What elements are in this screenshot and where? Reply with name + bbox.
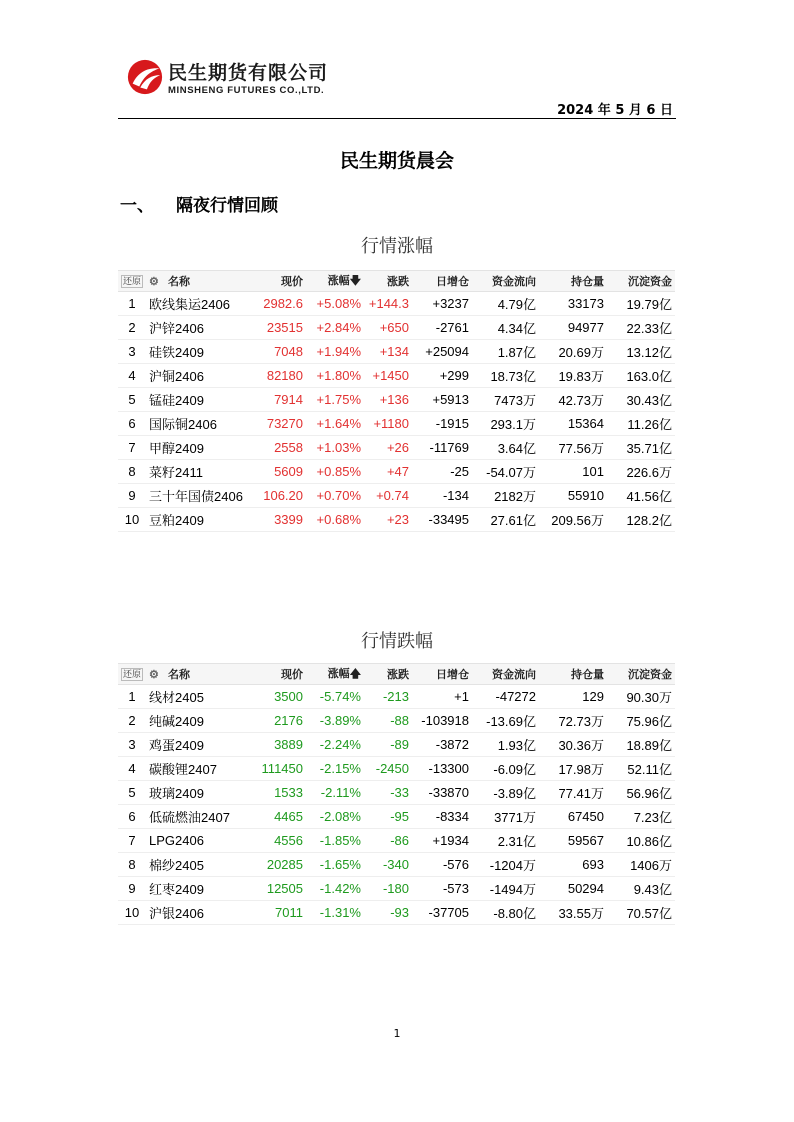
cell-pct: -2.15% bbox=[306, 757, 364, 781]
cell-rank: 5 bbox=[118, 781, 146, 805]
section-title: 隔夜行情回顾 bbox=[176, 196, 278, 216]
column-header-oi[interactable]: 持仓量 bbox=[539, 271, 607, 292]
cell-change: -86 bbox=[364, 829, 412, 853]
column-header-price[interactable]: 现价 bbox=[254, 271, 306, 292]
cell-pct: +1.64% bbox=[306, 412, 364, 436]
cell-oi-change: -3872 bbox=[412, 733, 472, 757]
cell-change: +1450 bbox=[364, 364, 412, 388]
column-header-settled[interactable]: 沉淀资金 bbox=[607, 271, 675, 292]
cell-flow: 27.61亿 bbox=[472, 508, 539, 532]
cell-pct: +0.68% bbox=[306, 508, 364, 532]
cell-flow: 1.87亿 bbox=[472, 340, 539, 364]
cell-flow: 293.1万 bbox=[472, 412, 539, 436]
table-header-row bbox=[118, 271, 675, 292]
cell-flow: -8.80亿 bbox=[472, 901, 539, 925]
cell-change: +650 bbox=[364, 316, 412, 340]
cell-price: 4556 bbox=[254, 829, 306, 853]
cell-oi: 19.83万 bbox=[539, 364, 607, 388]
column-header-name[interactable]: ⚙ 名称 bbox=[146, 271, 254, 292]
cell-name: 硅铁2409 bbox=[146, 340, 254, 364]
cell-price: 7914 bbox=[254, 388, 306, 412]
cell-oi: 33.55万 bbox=[539, 901, 607, 925]
cell-settled: 11.26亿 bbox=[607, 412, 675, 436]
cell-name: 红枣2409 bbox=[146, 877, 254, 901]
table-row[interactable] bbox=[118, 805, 675, 829]
cell-flow: -54.07万 bbox=[472, 460, 539, 484]
cell-name: 甲醇2409 bbox=[146, 436, 254, 460]
cell-rank: 1 bbox=[118, 292, 146, 316]
cell-settled: 56.96亿 bbox=[607, 781, 675, 805]
cell-settled: 19.79亿 bbox=[607, 292, 675, 316]
cell-rank: 8 bbox=[118, 460, 146, 484]
cell-settled: 1406万 bbox=[607, 853, 675, 877]
table-row[interactable] bbox=[118, 388, 675, 412]
cell-rank: 3 bbox=[118, 733, 146, 757]
cell-rank: 1 bbox=[118, 685, 146, 709]
cell-oi-change: +299 bbox=[412, 364, 472, 388]
cell-rank: 7 bbox=[118, 829, 146, 853]
column-header-oi-change[interactable]: 日增仓 bbox=[412, 271, 472, 292]
table-row[interactable] bbox=[118, 460, 675, 484]
cell-oi: 15364 bbox=[539, 412, 607, 436]
cell-flow: 3771万 bbox=[472, 805, 539, 829]
cell-oi: 209.56万 bbox=[539, 508, 607, 532]
table-row[interactable] bbox=[118, 733, 675, 757]
column-header-price[interactable]: 现价 bbox=[254, 664, 306, 685]
cell-oi: 59567 bbox=[539, 829, 607, 853]
cell-oi-change: -576 bbox=[412, 853, 472, 877]
cell-change: -95 bbox=[364, 805, 412, 829]
gear-icon[interactable]: ⚙ bbox=[149, 276, 159, 288]
cell-flow: -1494万 bbox=[472, 877, 539, 901]
cell-price: 2176 bbox=[254, 709, 306, 733]
table-row[interactable] bbox=[118, 709, 675, 733]
cell-oi-change: +1 bbox=[412, 685, 472, 709]
cell-pct: +1.94% bbox=[306, 340, 364, 364]
cell-oi-change: -13300 bbox=[412, 757, 472, 781]
cell-pct: +1.80% bbox=[306, 364, 364, 388]
column-header-name[interactable]: ⚙ 名称 bbox=[146, 664, 254, 685]
cell-oi: 72.73万 bbox=[539, 709, 607, 733]
cell-name: 玻璃2409 bbox=[146, 781, 254, 805]
column-header-change[interactable]: 涨跌 bbox=[364, 271, 412, 292]
cell-flow: 4.79亿 bbox=[472, 292, 539, 316]
cell-pct: -1.65% bbox=[306, 853, 364, 877]
column-header-oi-change[interactable]: 日增仓 bbox=[412, 664, 472, 685]
cell-flow: -1204万 bbox=[472, 853, 539, 877]
cell-rank: 3 bbox=[118, 340, 146, 364]
table-row[interactable] bbox=[118, 685, 675, 709]
cell-name: 菜籽2411 bbox=[146, 460, 254, 484]
cell-flow: 4.34亿 bbox=[472, 316, 539, 340]
table-row[interactable] bbox=[118, 412, 675, 436]
cell-oi: 129 bbox=[539, 685, 607, 709]
cell-settled: 10.86亿 bbox=[607, 829, 675, 853]
cell-flow: 2.31亿 bbox=[472, 829, 539, 853]
cell-change: +0.74 bbox=[364, 484, 412, 508]
report-date: 2024 年 5 月 6 日 bbox=[557, 103, 673, 118]
cell-pct: -2.24% bbox=[306, 733, 364, 757]
cell-price: 111450 bbox=[254, 757, 306, 781]
header-divider bbox=[118, 118, 676, 119]
table-row[interactable] bbox=[118, 484, 675, 508]
cell-name: 线材2405 bbox=[146, 685, 254, 709]
cell-settled: 22.33亿 bbox=[607, 316, 675, 340]
cell-name: 欧线集运2406 bbox=[146, 292, 254, 316]
cell-rank: 5 bbox=[118, 388, 146, 412]
cell-rank: 6 bbox=[118, 805, 146, 829]
cell-oi-change: -33870 bbox=[412, 781, 472, 805]
cell-rank: 10 bbox=[118, 901, 146, 925]
cell-oi: 101 bbox=[539, 460, 607, 484]
cell-name: 锰硅2409 bbox=[146, 388, 254, 412]
table-row[interactable] bbox=[118, 757, 675, 781]
cell-price: 3399 bbox=[254, 508, 306, 532]
cell-name: 鸡蛋2409 bbox=[146, 733, 254, 757]
cell-oi-change: -25 bbox=[412, 460, 472, 484]
gainers-title: 行情涨幅 bbox=[361, 236, 433, 257]
cell-pct: -2.08% bbox=[306, 805, 364, 829]
cell-name: 豆粕2409 bbox=[146, 508, 254, 532]
cell-settled: 9.43亿 bbox=[607, 877, 675, 901]
column-header-settled[interactable]: 沉淀资金 bbox=[607, 664, 675, 685]
cell-change: +26 bbox=[364, 436, 412, 460]
cell-flow: -6.09亿 bbox=[472, 757, 539, 781]
cell-oi: 94977 bbox=[539, 316, 607, 340]
table-header-row bbox=[118, 664, 675, 685]
cell-price: 7011 bbox=[254, 901, 306, 925]
cell-pct: -1.42% bbox=[306, 877, 364, 901]
cell-settled: 52.11亿 bbox=[607, 757, 675, 781]
cell-oi-change: -33495 bbox=[412, 508, 472, 532]
cell-flow: -3.89亿 bbox=[472, 781, 539, 805]
cell-oi: 20.69万 bbox=[539, 340, 607, 364]
cell-name: 沪锌2406 bbox=[146, 316, 254, 340]
cell-change: +1180 bbox=[364, 412, 412, 436]
cell-settled: 7.23亿 bbox=[607, 805, 675, 829]
table-row[interactable] bbox=[118, 292, 675, 316]
cell-name: 沪银2406 bbox=[146, 901, 254, 925]
cell-oi-change: -134 bbox=[412, 484, 472, 508]
company-logo bbox=[126, 58, 366, 100]
cell-flow: 3.64亿 bbox=[472, 436, 539, 460]
cell-oi: 77.56万 bbox=[539, 436, 607, 460]
cell-change: +134 bbox=[364, 340, 412, 364]
table-row[interactable] bbox=[118, 901, 675, 925]
cell-price: 3500 bbox=[254, 685, 306, 709]
cell-change: +136 bbox=[364, 388, 412, 412]
table-row[interactable] bbox=[118, 853, 675, 877]
cell-pct: +1.03% bbox=[306, 436, 364, 460]
cell-price: 5609 bbox=[254, 460, 306, 484]
cell-pct: -1.85% bbox=[306, 829, 364, 853]
gear-icon[interactable]: ⚙ bbox=[149, 669, 159, 681]
cell-name: 国际铜2406 bbox=[146, 412, 254, 436]
cell-name: 棉纱2405 bbox=[146, 853, 254, 877]
page-number: 1 bbox=[393, 1027, 401, 1040]
cell-pct: +1.75% bbox=[306, 388, 364, 412]
cell-rank: 4 bbox=[118, 364, 146, 388]
cell-settled: 163.0亿 bbox=[607, 364, 675, 388]
table-row[interactable] bbox=[118, 829, 675, 853]
column-header-change[interactable]: 涨跌 bbox=[364, 664, 412, 685]
cell-price: 7048 bbox=[254, 340, 306, 364]
cell-settled: 226.6万 bbox=[607, 460, 675, 484]
cell-flow: 18.73亿 bbox=[472, 364, 539, 388]
cell-settled: 70.57亿 bbox=[607, 901, 675, 925]
cell-price: 2982.6 bbox=[254, 292, 306, 316]
cell-oi: 77.41万 bbox=[539, 781, 607, 805]
cell-oi-change: -37705 bbox=[412, 901, 472, 925]
cell-name: 三十年国债2406 bbox=[146, 484, 254, 508]
cell-price: 73270 bbox=[254, 412, 306, 436]
column-header-flow[interactable]: 资金流向 bbox=[472, 271, 539, 292]
cell-price: 4465 bbox=[254, 805, 306, 829]
cell-oi: 33173 bbox=[539, 292, 607, 316]
table-row[interactable] bbox=[118, 436, 675, 460]
document-title: 民生期货晨会 bbox=[339, 150, 454, 172]
cell-price: 12505 bbox=[254, 877, 306, 901]
table-row[interactable] bbox=[118, 877, 675, 901]
cell-pct: -3.89% bbox=[306, 709, 364, 733]
cell-pct: +5.08% bbox=[306, 292, 364, 316]
cell-flow: -47272 bbox=[472, 685, 539, 709]
cell-settled: 75.96亿 bbox=[607, 709, 675, 733]
cell-name: 低硫燃油2407 bbox=[146, 805, 254, 829]
cell-change: +47 bbox=[364, 460, 412, 484]
cell-name: 碳酸锂2407 bbox=[146, 757, 254, 781]
cell-oi: 30.36万 bbox=[539, 733, 607, 757]
cell-flow: 1.93亿 bbox=[472, 733, 539, 757]
cell-rank: 9 bbox=[118, 877, 146, 901]
cell-change: -88 bbox=[364, 709, 412, 733]
gainers-table bbox=[118, 270, 675, 532]
cell-oi-change: +25094 bbox=[412, 340, 472, 364]
cell-oi: 67450 bbox=[539, 805, 607, 829]
table-row[interactable] bbox=[118, 508, 675, 532]
cell-rank: 10 bbox=[118, 508, 146, 532]
cell-pct: +0.70% bbox=[306, 484, 364, 508]
cell-name: 沪铜2406 bbox=[146, 364, 254, 388]
minsheng-logo-icon bbox=[126, 58, 164, 96]
column-header-flow[interactable]: 资金流向 bbox=[472, 664, 539, 685]
cell-rank: 4 bbox=[118, 757, 146, 781]
cell-settled: 41.56亿 bbox=[607, 484, 675, 508]
cell-price: 2558 bbox=[254, 436, 306, 460]
table-row[interactable] bbox=[118, 340, 675, 364]
sort-asc-icon: 🡅 bbox=[349, 667, 361, 680]
cell-oi-change: +5913 bbox=[412, 388, 472, 412]
restore-button[interactable]: 还原 bbox=[118, 664, 146, 685]
cell-settled: 128.2亿 bbox=[607, 508, 675, 532]
cell-oi: 55910 bbox=[539, 484, 607, 508]
cell-oi-change: -11769 bbox=[412, 436, 472, 460]
section-number: 一、 bbox=[120, 196, 154, 216]
cell-settled: 30.43亿 bbox=[607, 388, 675, 412]
section-heading bbox=[120, 191, 278, 216]
cell-oi: 42.73万 bbox=[539, 388, 607, 412]
logo-english-name: MINSHENG FUTURES CO.,LTD. bbox=[168, 85, 325, 96]
cell-settled: 13.12亿 bbox=[607, 340, 675, 364]
cell-oi-change: +3237 bbox=[412, 292, 472, 316]
column-header-pct[interactable]: 涨幅🡇 bbox=[306, 271, 364, 292]
cell-change: +144.3 bbox=[364, 292, 412, 316]
cell-change: -2450 bbox=[364, 757, 412, 781]
cell-flow: -13.69亿 bbox=[472, 709, 539, 733]
column-header-pct[interactable]: 涨幅🡅 bbox=[306, 664, 364, 685]
cell-change: -180 bbox=[364, 877, 412, 901]
cell-rank: 2 bbox=[118, 316, 146, 340]
cell-price: 3889 bbox=[254, 733, 306, 757]
losers-title: 行情跌幅 bbox=[361, 631, 433, 652]
cell-settled: 35.71亿 bbox=[607, 436, 675, 460]
cell-rank: 6 bbox=[118, 412, 146, 436]
cell-pct: +0.85% bbox=[306, 460, 364, 484]
table-row[interactable] bbox=[118, 781, 675, 805]
cell-price: 23515 bbox=[254, 316, 306, 340]
cell-oi-change: -8334 bbox=[412, 805, 472, 829]
cell-pct: -1.31% bbox=[306, 901, 364, 925]
losers-table bbox=[118, 663, 675, 925]
cell-oi: 17.98万 bbox=[539, 757, 607, 781]
cell-price: 20285 bbox=[254, 853, 306, 877]
cell-rank: 8 bbox=[118, 853, 146, 877]
cell-oi-change: -1915 bbox=[412, 412, 472, 436]
cell-oi: 50294 bbox=[539, 877, 607, 901]
cell-change: -33 bbox=[364, 781, 412, 805]
cell-pct: -2.11% bbox=[306, 781, 364, 805]
cell-name: 纯碱2409 bbox=[146, 709, 254, 733]
cell-price: 1533 bbox=[254, 781, 306, 805]
sort-desc-icon: 🡇 bbox=[349, 274, 361, 287]
logo-chinese-name: 民生期货有限公司 bbox=[168, 62, 329, 84]
column-header-oi[interactable]: 持仓量 bbox=[539, 664, 607, 685]
cell-oi-change: -103918 bbox=[412, 709, 472, 733]
cell-rank: 2 bbox=[118, 709, 146, 733]
table-row[interactable] bbox=[118, 364, 675, 388]
cell-oi-change: +1934 bbox=[412, 829, 472, 853]
cell-flow: 7473万 bbox=[472, 388, 539, 412]
cell-oi: 693 bbox=[539, 853, 607, 877]
cell-oi-change: -2761 bbox=[412, 316, 472, 340]
cell-pct: +2.84% bbox=[306, 316, 364, 340]
cell-flow: 2182万 bbox=[472, 484, 539, 508]
cell-price: 106.20 bbox=[254, 484, 306, 508]
cell-name: LPG2406 bbox=[146, 829, 254, 853]
cell-pct: -5.74% bbox=[306, 685, 364, 709]
cell-settled: 18.89亿 bbox=[607, 733, 675, 757]
cell-rank: 9 bbox=[118, 484, 146, 508]
cell-settled: 90.30万 bbox=[607, 685, 675, 709]
cell-change: +23 bbox=[364, 508, 412, 532]
cell-change: -93 bbox=[364, 901, 412, 925]
cell-change: -89 bbox=[364, 733, 412, 757]
cell-rank: 7 bbox=[118, 436, 146, 460]
cell-change: -213 bbox=[364, 685, 412, 709]
cell-change: -340 bbox=[364, 853, 412, 877]
cell-oi-change: -573 bbox=[412, 877, 472, 901]
restore-button[interactable]: 还原 bbox=[118, 271, 146, 292]
table-row[interactable] bbox=[118, 316, 675, 340]
cell-price: 82180 bbox=[254, 364, 306, 388]
